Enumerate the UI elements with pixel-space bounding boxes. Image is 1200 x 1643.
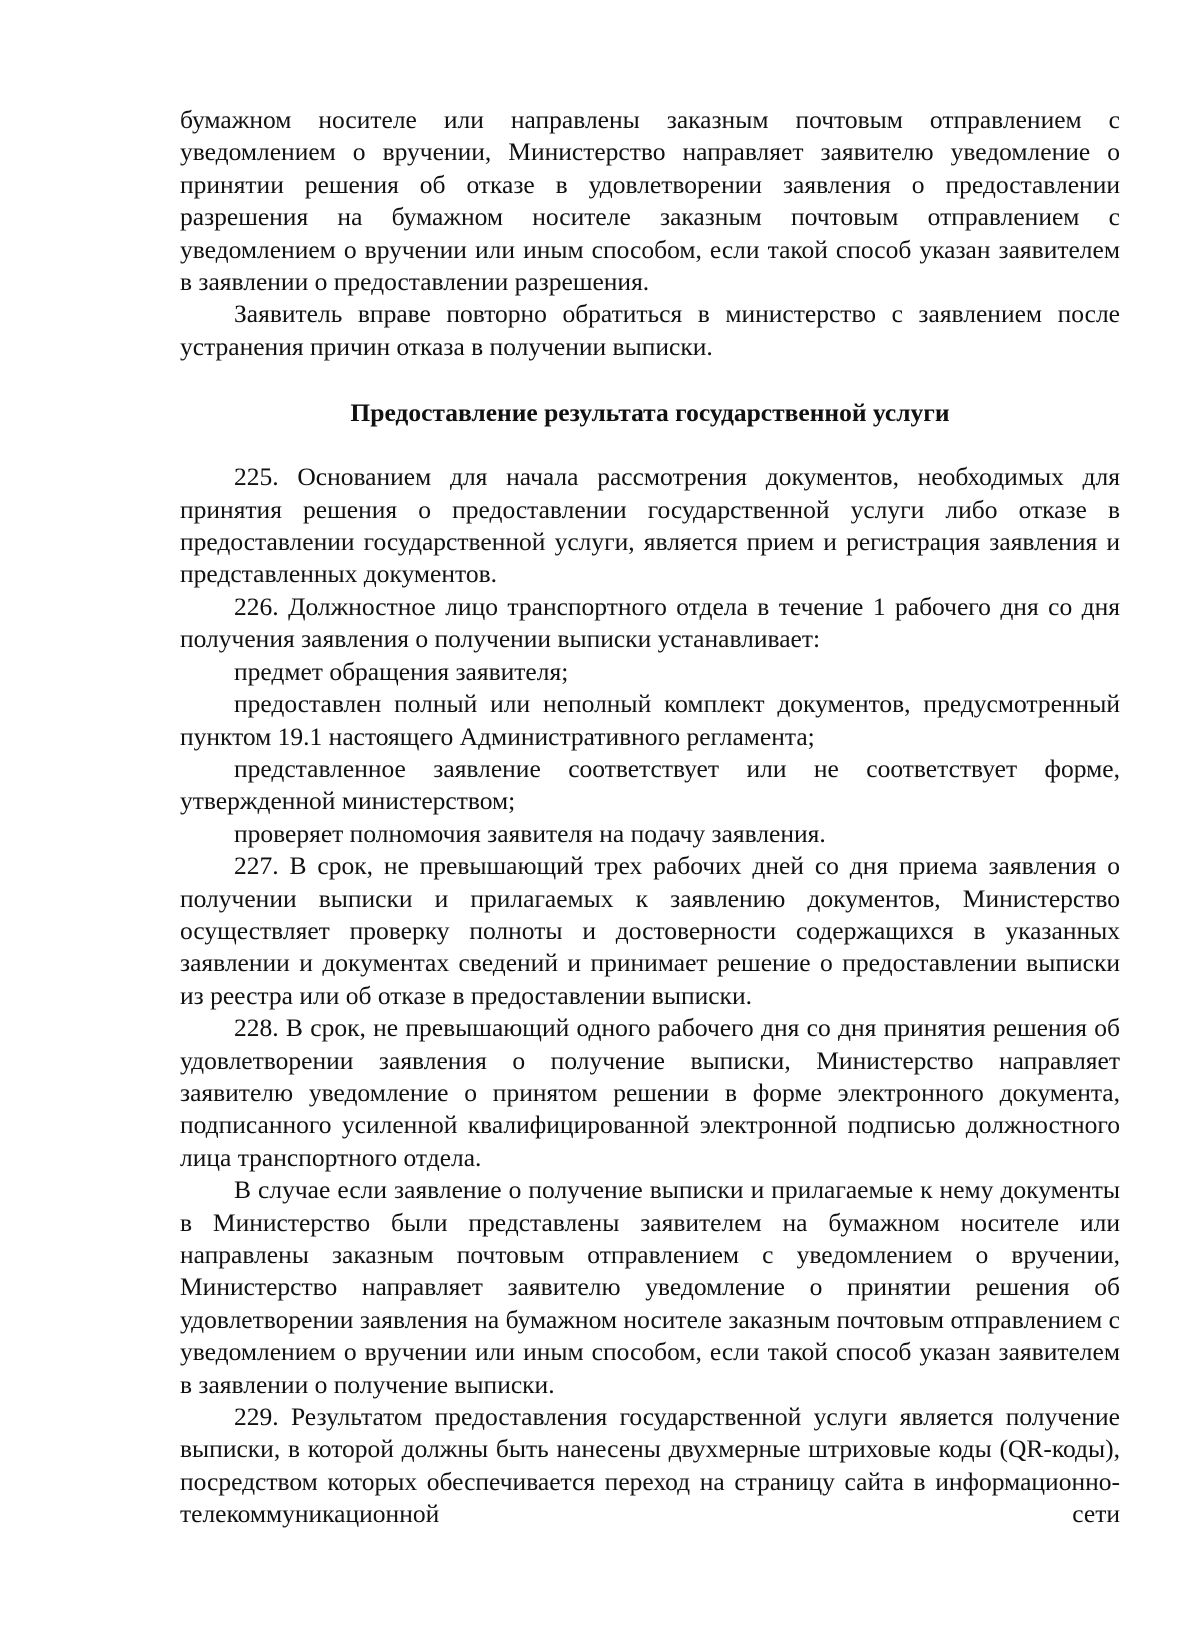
paragraph-225: 225. Основанием для начала рассмотрения документов, необходимых для принятия решения о предоставлении государственной услуги либо отказе в предоставлении государственной услуги, является прием и регистрация заявления и представленных документов. bbox=[180, 462, 1120, 589]
paragraph-paper-notice: В случае если заявление о получение выписки и прилагаемые к нему документы в Министерство были представлены заявителем на бумажном носителе или направлены заказным почтовым отправлением с уведомлением о вручении, Министерство направляет заявителю уведомление о принятии решения об удовлетворении заявления на бумажном носителе заказным почтовым отправлением с уведомлением о вручении или иным способом, если такой способ указан заявителем в заявлении о получение выписки. bbox=[180, 1175, 1120, 1399]
paragraph-229: 229. Результатом предоставления государственной услуги является получение выписки, в которой должны быть нанесены двухмерные штриховые коды (QR-коды), посредством которых обеспечивается переход на страницу сайта в информационно-телекоммуникационной сети bbox=[180, 1402, 1120, 1529]
list-item-complete-set: предоставлен полный или неполный комплект документов, предусмотренный пунктом 19.1 настоящего Административного регламента; bbox=[180, 689, 1120, 751]
document-body bbox=[180, 104, 1120, 1531]
list-item-form-compliance: представленное заявление соответствует или не соответствует форме, утвержденной министерством; bbox=[180, 753, 1120, 816]
paragraph-228: 228. В срок, не превышающий одного рабочего дня со дня принятия решения об удовлетворении заявления о получение выписки, Министерство направляет заявителю уведомление о принятом решении в форме электронного документа, подписанного усиленной квалифицированной электронной подписью должностного лица транспортного отдела. bbox=[180, 1013, 1120, 1172]
list-item-authority-check: проверяет полномочия заявителя на подачу заявления. bbox=[234, 818, 826, 848]
section-heading: Предоставление результата государственной услуги bbox=[350, 398, 950, 428]
paragraph-reapply: Заявитель вправе повторно обратиться в министерство с заявлением после устранения причин отказа в получении выписки. bbox=[180, 299, 1120, 361]
paragraph-226: 226. Должностное лицо транспортного отдела в течение 1 рабочего дня со дня получения заявления о получении выписки устанавливает: bbox=[180, 591, 1120, 654]
paragraph-continuation: бумажном носителе или направлены заказным почтовым отправлением с уведомлением о вручении, Министерство направляет заявителю уведомление о принятии решения об отказе в удовлетворении заявления о предоставлении разрешения на бумажном носителе заказным почтовым отправлением с уведомлением о вручении или иным способом, если такой способ указан заявителем в заявлении о предоставлении разрешения. bbox=[180, 105, 1120, 297]
paragraph-227: 227. В срок, не превышающий трех рабочих дней со дня приема заявления о получении выписки и прилагаемых к заявлению документов, Министерство осуществляет проверку полноты и достоверности содержащихся в указанных заявлении и документах сведений и принимает решение о предоставлении выписки из реестра или об отказе в предоставлении выписки. bbox=[180, 851, 1120, 1010]
list-item-subject: предмет обращения заявителя; bbox=[234, 656, 569, 686]
